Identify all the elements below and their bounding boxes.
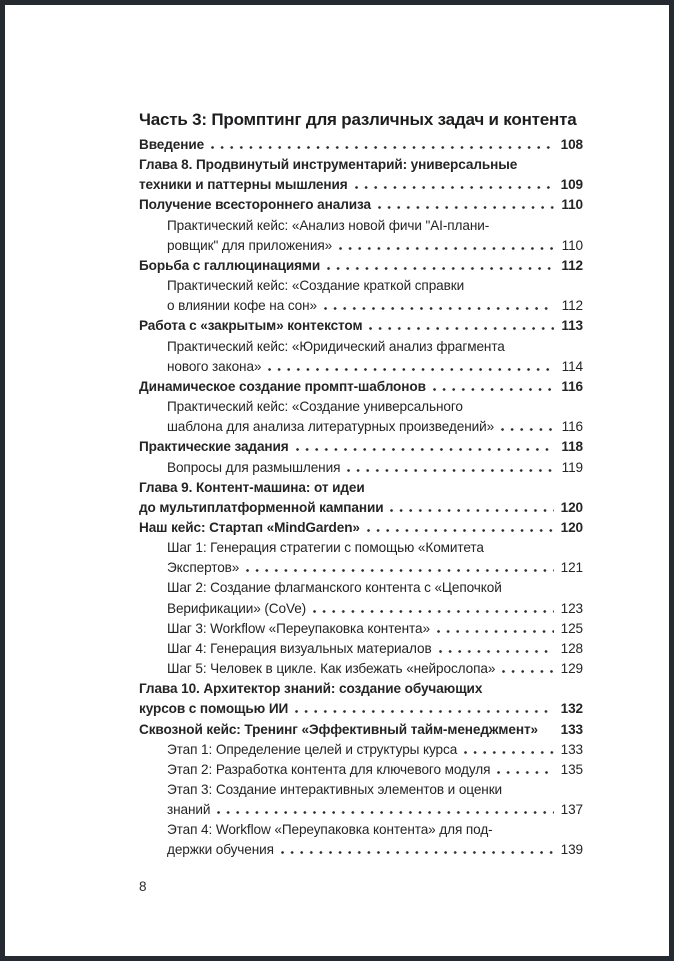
entry-line: Практический кейс: «Создание краткой справки [167,278,465,294]
entry-line: Шаг 2: Создание флагманского контента с «Цепочкой [167,580,502,596]
entry-page-number: 119 [561,459,583,475]
entry-text: Вопросы для размышления [167,459,341,475]
entry-text: шаблона для анализа литературных произведений» [167,419,495,435]
leader-dots [439,650,554,653]
entry-page-number: 128 [560,640,583,656]
toc-entry [139,720,583,740]
entry-text: Сквозной кейс: Тренинг «Эффективный тайм-менеджмент» [139,721,538,737]
entry-text: Шаг 5: Человек в цикле. Как избежать «нейрослопа» [167,661,496,677]
entry-page-number: 133 [560,721,583,737]
leader-dots [390,509,554,512]
toc-entry [139,679,583,719]
entry-text: Получение всестороннего анализа [139,197,371,213]
entry-last-line [167,800,583,820]
leader-dots [355,186,554,189]
entry-line: Глава 10. Архитектор знаний: создание обучающих [139,681,483,697]
entry-page-number: 109 [560,177,583,193]
entry-last-line [167,619,583,639]
entry-line: Практический кейс: «Анализ новой фичи "AI-плани- [167,217,490,233]
entry-page-number: 112 [561,298,583,314]
entry-text: нового закона» [167,358,262,374]
toc-entry [139,740,583,760]
leader-dots [217,811,554,814]
entry-line: Практический кейс: «Создание универсального [167,399,463,415]
leader-dots [464,751,554,754]
entry-last-line [139,720,583,740]
entry-text: Наш кейс: Стартап «MindGarden» [139,519,360,535]
leader-dots [378,206,554,209]
entry-last-line [167,417,583,437]
entry-text: держки обучения [167,842,274,858]
leader-dots [281,851,554,854]
entry-line: Этап 4: Workflow «Переупаковка контента» для под- [167,822,493,838]
toc-entry [139,195,583,215]
entry-last-line [139,518,583,538]
toc-entry [139,216,583,256]
entry-page-number: 114 [561,358,583,374]
leader-dots [313,610,554,613]
toc-list [139,135,583,861]
entry-page-number: 132 [560,701,583,717]
leader-dots [367,529,554,532]
entry-text: Шаг 3: Workflow «Переупаковка контента» [167,620,430,636]
entry-text: до мультиплатформенной кампании [139,499,384,515]
entry-last-line [167,760,583,780]
entry-page-number: 123 [560,600,583,616]
entry-page-number: 137 [560,802,583,818]
entry-text: Борьба с галлюцинациями [139,257,321,273]
entry-line: Глава 9. Контент-машина: от идеи [139,479,365,495]
leader-dots [296,448,554,451]
leader-dots [324,307,554,310]
entry-last-line [139,135,583,155]
toc-entry [139,639,583,659]
entry-last-line [139,498,583,518]
entry-text: Динамическое создание промпт-шаблонов [139,378,426,394]
entry-last-line [139,377,583,397]
part-title: Часть 3: Промптинг для различных задач и контента [139,110,577,129]
entry-last-line [167,296,583,316]
leader-dots [211,146,554,149]
entry-page-number: 133 [560,741,583,757]
entry-page-number: 113 [561,318,583,334]
entry-line: Этап 3: Создание интерактивных элементов и оценки [167,782,503,797]
entry-page-number: 121 [560,560,583,576]
entry-last-line [167,659,583,679]
toc-entry [139,276,583,316]
leader-dots [246,569,554,572]
leader-dots [497,771,554,774]
entry-text: Этап 1: Определение целей и структуры курса [167,741,458,757]
leader-dots [433,388,554,391]
footer-page-number: 8 [139,879,147,894]
entry-page-number: 108 [560,137,583,152]
entry-last-line [167,558,583,578]
toc-entry [139,518,583,538]
entry-page-number: 125 [560,620,583,636]
leader-dots [369,327,554,330]
entry-last-line [167,840,583,860]
toc-entry [139,578,583,618]
toc-entry [139,135,583,155]
entry-page-number: 135 [560,761,583,777]
entry-text: Этап 2: Разработка контента для ключевого модуля [167,761,491,777]
entry-page-number: 110 [561,197,583,213]
entry-page-number: 112 [561,257,583,273]
toc-entry [139,659,583,679]
toc-entry [139,377,583,397]
entry-line: Глава 8. Продвинутый инструментарий: универсальные [139,157,518,173]
leader-dots [295,710,554,713]
entry-last-line [167,357,583,377]
toc-entry [139,397,583,437]
entry-page-number: 118 [561,439,583,455]
entry-text: курсов с помощью ИИ [139,701,289,717]
toc-entry [139,780,583,820]
toc-entry [139,458,583,478]
entry-page-number: 120 [560,519,583,535]
entry-text: техники и паттерны мышления [139,177,348,193]
toc-entry [139,155,583,195]
leader-dots [347,469,554,472]
entry-text: Работа с «закрытым» контекстом [139,318,363,334]
entry-text: ровщик" для приложения» [167,237,333,253]
entry-page-number: 129 [560,661,583,677]
entry-last-line [139,699,583,719]
toc-entry [139,316,583,336]
toc-entry [139,256,583,276]
entry-last-line [139,437,583,457]
entry-text: знаний [167,802,211,818]
leader-dots [268,368,554,371]
leader-dots [437,630,554,633]
toc-content [139,108,583,861]
leader-dots [502,670,554,673]
entry-text: о влиянии кофе на сон» [167,298,318,314]
entry-last-line [167,599,583,619]
entry-last-line [167,740,583,760]
entry-text: Введение [139,137,205,152]
entry-last-line [139,175,583,195]
toc-entry [139,478,583,518]
leader-dots [327,267,554,270]
entry-last-line [139,195,583,215]
toc-entry [139,760,583,780]
entry-last-line [139,256,583,276]
entry-last-line [139,316,583,336]
toc-entry [139,538,583,578]
toc-entry [139,437,583,457]
leader-dots [339,247,554,250]
entry-line: Шаг 1: Генерация стратегии с помощью «Комитета [167,540,484,556]
toc-entry [139,619,583,639]
entry-text: Верификации» (CoVe) [167,600,307,616]
leader-dots [545,731,554,734]
entry-page-number: 116 [561,378,583,394]
entry-text: Экспертов» [167,560,240,576]
entry-last-line [167,458,583,478]
entry-text: Шаг 4: Генерация визуальных материалов [167,640,432,656]
entry-page-number: 120 [560,499,583,515]
entry-page-number: 139 [560,842,583,858]
toc-entry [139,820,583,860]
toc-entry [139,337,583,377]
leader-dots [501,428,554,431]
entry-page-number: 110 [561,237,583,253]
entry-last-line [167,236,583,256]
entry-last-line [167,639,583,659]
entry-text: Практические задания [139,439,289,455]
entry-page-number: 116 [561,419,583,435]
entry-line: Практический кейс: «Юридический анализ фрагмента [167,338,505,354]
